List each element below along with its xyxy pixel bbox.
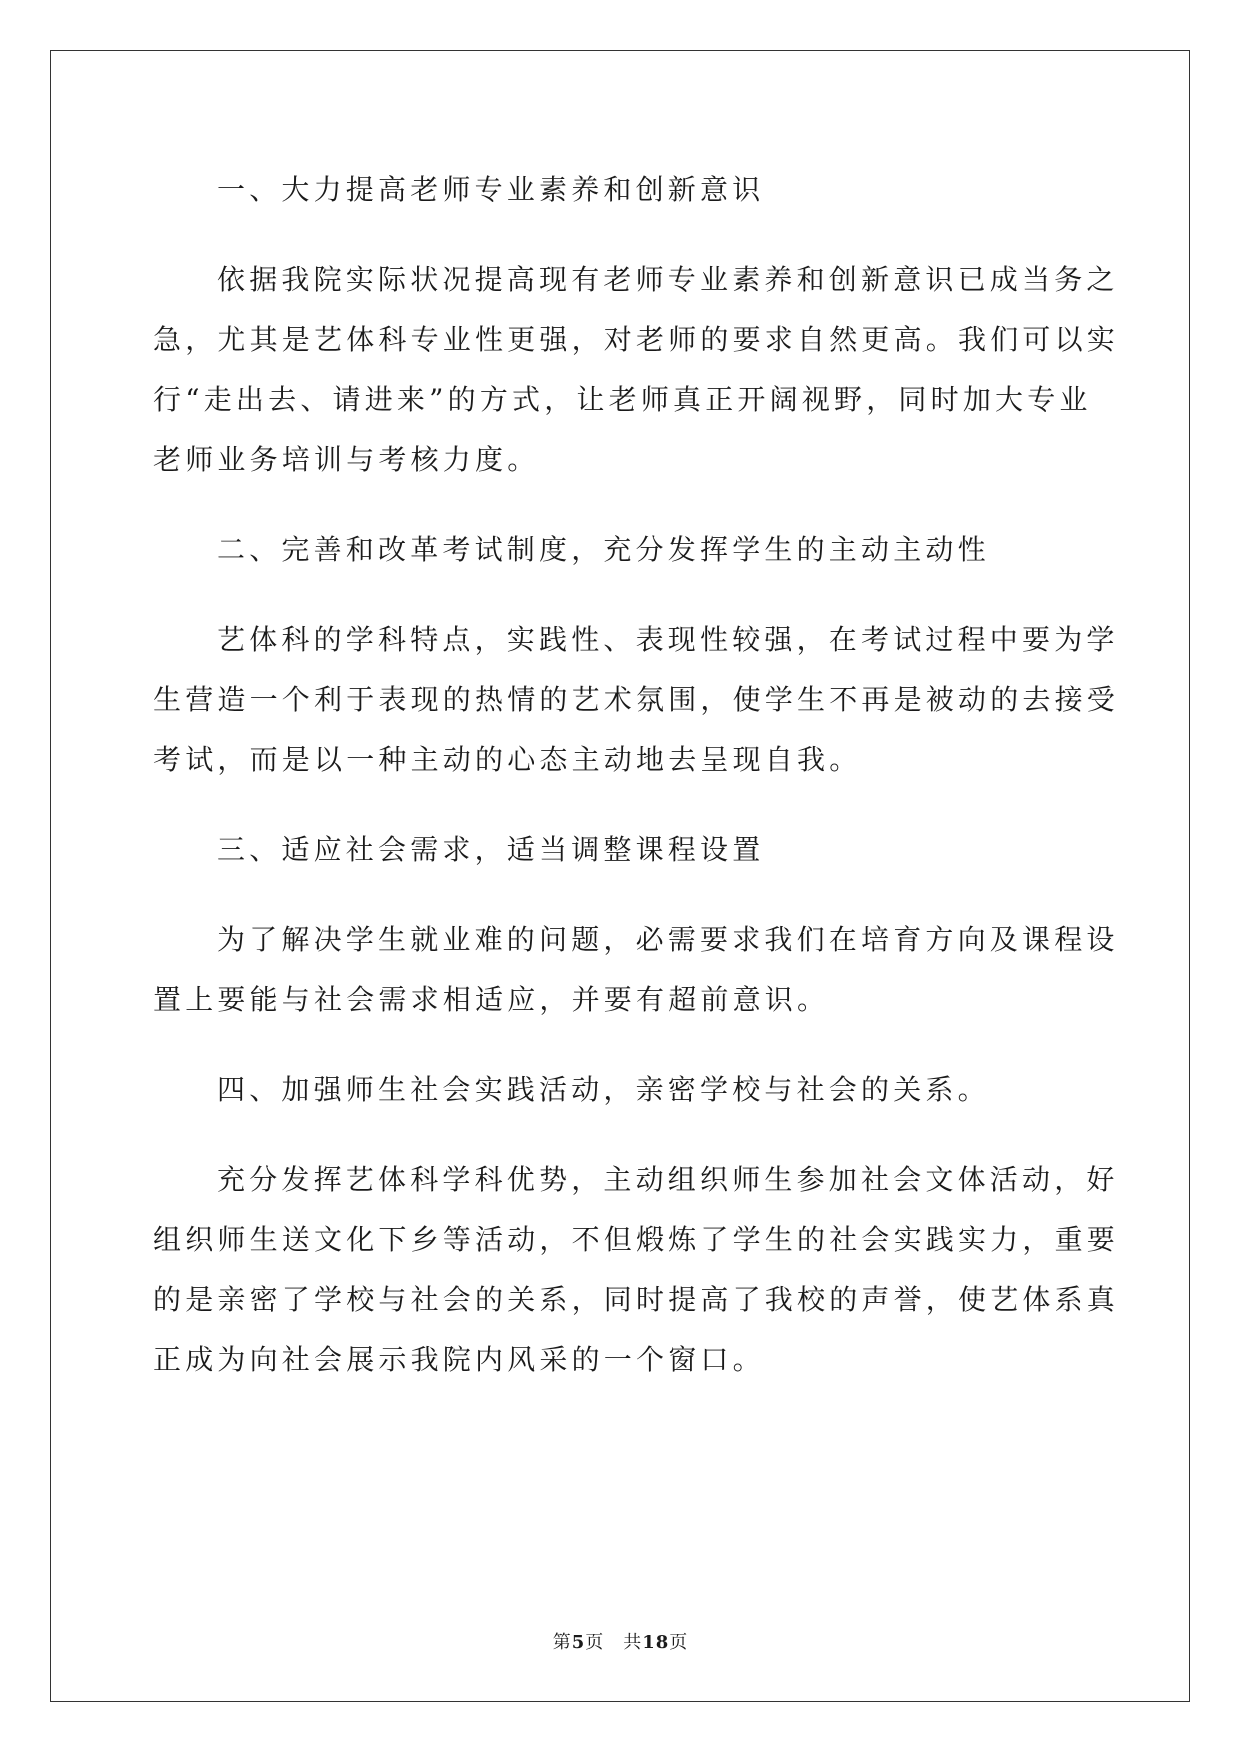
text-line: 生营造一个利于表现的热情的艺术氛围，使学生不再是被动的去接受 bbox=[153, 683, 1120, 716]
section-heading bbox=[153, 820, 1093, 880]
document-body bbox=[153, 160, 1120, 1390]
text-line: 四、加强师生社会实践活动，亲密学校与社会的关系。 bbox=[217, 1073, 990, 1106]
text-line: 依据我院实际状况提高现有老师专业素养和创新意识已成当务之 bbox=[217, 263, 1119, 296]
text-line: 艺体科的学科特点，实践性、表现性较强，在考试过程中要为学 bbox=[217, 623, 1119, 656]
text-line: 急，尤其是艺体科专业性更强，对老师的要求自然更高。我们可以实 bbox=[153, 323, 1120, 356]
footer-total-pages: 18 bbox=[642, 1632, 670, 1653]
text-line: 二、完善和改革考试制度，充分发挥学生的主动主动性 bbox=[217, 533, 990, 566]
text-line: 组织师生送文化下乡等活动，不但煅炼了学生的社会实践实力，重要 bbox=[153, 1223, 1120, 1256]
section-heading bbox=[153, 160, 1093, 220]
text-line: 一、大力提高老师专业素养和创新意识 bbox=[217, 173, 765, 206]
footer-prefix: 第 bbox=[552, 1632, 572, 1653]
body-paragraph bbox=[153, 250, 1120, 490]
section-heading bbox=[153, 520, 1093, 580]
body-paragraph bbox=[153, 610, 1120, 790]
footer-page-number: 5 bbox=[571, 1632, 586, 1653]
text-line: 置上要能与社会需求相适应，并要有超前意识。 bbox=[153, 983, 830, 1016]
text-line: 为了解决学生就业难的问题，必需要求我们在培育方向及课程设 bbox=[217, 923, 1119, 956]
text-line: 充分发挥艺体科学科优势，主动组织师生参加社会文体活动，好 bbox=[217, 1163, 1119, 1196]
text-line: 的是亲密了学校与社会的关系，同时提高了我校的声誉，使艺体系真 bbox=[153, 1283, 1120, 1316]
footer-middle: 页 共 bbox=[585, 1632, 643, 1653]
text-line: 三、适应社会需求，适当调整课程设置 bbox=[217, 833, 765, 866]
text-line: 老师业务培训与考核力度。 bbox=[153, 443, 540, 476]
text-line: 考试，而是以一种主动的心态主动地去呈现自我。 bbox=[153, 743, 862, 776]
footer-suffix: 页 bbox=[669, 1632, 689, 1653]
text-line: 行“走出去、请进来”的方式，让老师真正开阔视野，同时加大专业 bbox=[153, 383, 1092, 416]
page-footer bbox=[0, 1628, 1241, 1654]
body-paragraph bbox=[153, 910, 1119, 1030]
text-line: 正成为向社会展示我院内风采的一个窗口。 bbox=[153, 1343, 765, 1376]
body-paragraph bbox=[153, 1150, 1120, 1390]
section-heading bbox=[153, 1060, 1093, 1120]
